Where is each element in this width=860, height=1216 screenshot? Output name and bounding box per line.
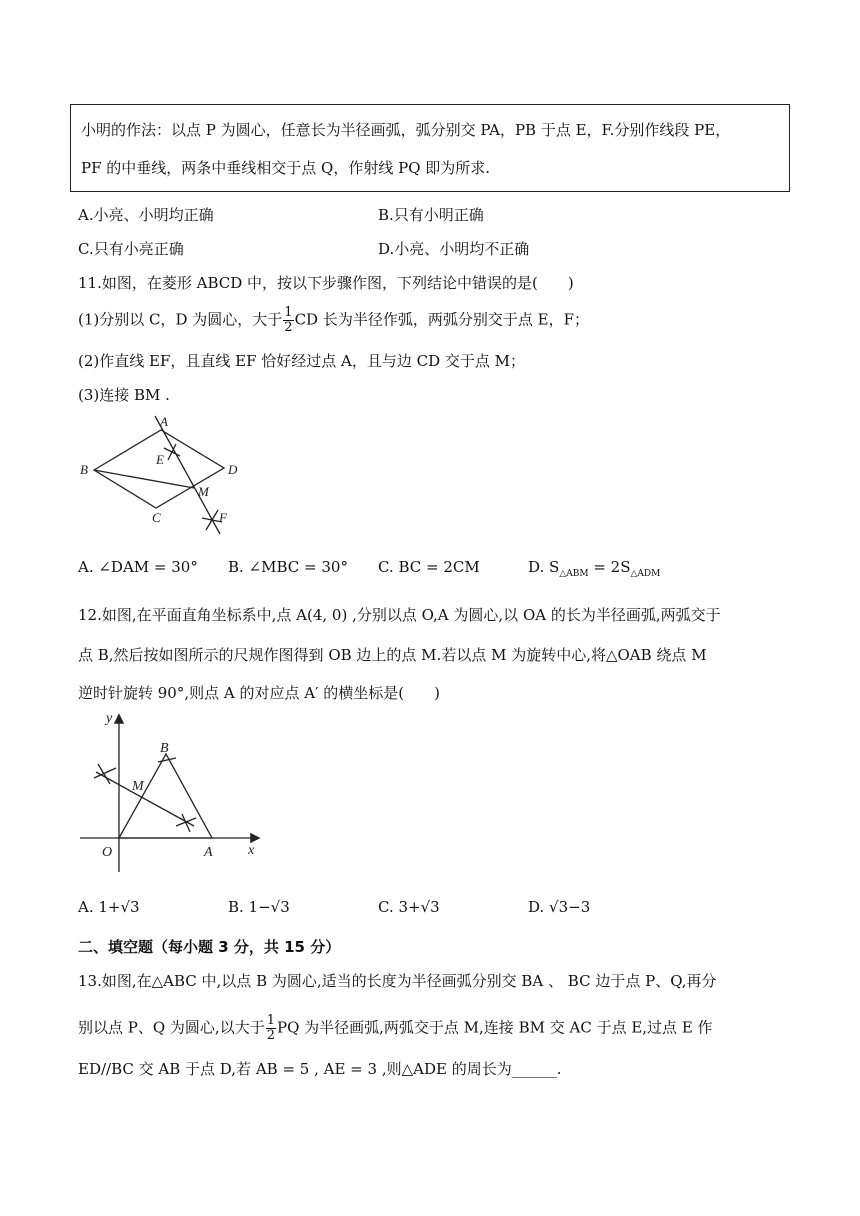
q12-option-a: A. 1+√3	[78, 898, 140, 916]
q11-optd-sub1: △ABM	[559, 569, 589, 579]
q11-step1-post: CD 长为半径作弧，两弧分别交于点 E，F；	[294, 310, 589, 329]
q11-option-a: A. ∠DAM = 30°	[78, 558, 198, 576]
label-a: A	[204, 845, 213, 860]
label-m: M	[132, 779, 144, 794]
q12-option-d: D. √3−3	[528, 898, 591, 916]
q10-option-c: C.只有小亮正确	[78, 240, 184, 258]
q11-step-2: (2)作直线 EF，且直线 EF 恰好经过点 A，且与边 CD 交于点 M；	[78, 352, 526, 370]
q11-step-1	[78, 306, 589, 335]
q13-line2-pre: 别以点 P、Q 为圆心,以大于	[78, 1018, 265, 1037]
q12-line-2: 点 B,然后按如图所示的尺规作图得到 OB 边上的点 M.若以点 M 为旋转中心,将△OAB 绕点 M	[78, 646, 707, 664]
perpendicular-bisector	[96, 772, 194, 826]
q11-stem: 11.如图，在菱形 ABCD 中，按以下步骤作图，下列结论中错误的是( )	[78, 274, 574, 292]
q11-frac-den: 2	[284, 320, 293, 335]
q13-frac-num: 1	[266, 1013, 275, 1028]
label-e: E	[156, 452, 164, 467]
q12-line-1: 12.如图,在平面直角坐标系中,点 A(4, 0) ,分别以点 O,A 为圆心,以 OA 的长为半径画弧,两弧交于	[78, 606, 721, 624]
label-x: x	[248, 843, 255, 858]
q13-fraction	[266, 1014, 276, 1043]
arc-mark-lower	[176, 814, 196, 832]
q11-rhombus-figure	[76, 412, 256, 544]
line-ef	[155, 416, 220, 534]
label-m: M	[198, 484, 209, 499]
q13-line2-post: PQ 为半径画弧,两弧交于点 M,连接 BM 交 AC 于点 E,过点 E 作	[276, 1018, 713, 1037]
triangle-oab	[119, 754, 212, 838]
label-o: O	[102, 845, 113, 860]
q12-line-3: 逆时针旋转 90°,则点 A 的对应点 A′ 的横坐标是( )	[78, 684, 440, 702]
arc-mark-b	[158, 758, 176, 762]
q11-option-d	[528, 558, 660, 579]
q10-option-d: D.小亮、小明均不正确	[378, 240, 530, 258]
q11-option-c: C. BC = 2CM	[378, 558, 480, 576]
q11-option-b: B. ∠MBC = 30°	[228, 558, 348, 576]
q13-line-1: 13.如图,在△ABC 中,以点 B 为圆心,适当的长度为半径画弧分别交 BA 、 BC 边于点 P、Q,再分	[78, 972, 717, 990]
q10-option-a: A.小亮、小明均正确	[78, 206, 214, 224]
label-b: B	[160, 741, 169, 756]
q11-fraction	[283, 306, 293, 335]
q13-line-3: ED//BC 交 AB 于点 D,若 AB = 5 , AE = 3 ,则△ADE 的周长为______.	[78, 1060, 562, 1078]
label-d: D	[228, 462, 238, 477]
q10-option-b: B.只有小明正确	[378, 206, 484, 224]
label-b: B	[80, 462, 88, 477]
q10-method-box	[70, 104, 790, 192]
q13-line-2	[78, 1014, 713, 1043]
label-a: A	[160, 414, 168, 429]
section-2-heading: 二、填空题（每小题 3 分，共 15 分）	[78, 938, 341, 956]
q11-optd-sub2: △ADM	[630, 569, 661, 579]
label-c: C	[152, 510, 161, 525]
q12-option-b: B. 1−√3	[228, 898, 290, 916]
q11-step-3: (3)连接 BM .	[78, 386, 170, 404]
q11-optd-s: D. S	[528, 558, 560, 576]
q12-option-c: C. 3+√3	[378, 898, 440, 916]
q13-frac-den: 2	[266, 1028, 275, 1043]
label-y: y	[106, 711, 113, 726]
q11-frac-num: 1	[284, 305, 293, 320]
q12-coordinate-figure	[76, 708, 276, 878]
q11-optd-mid: = 2S	[588, 558, 631, 576]
q11-step1-pre: (1)分别以 C，D 为圆心，大于	[78, 310, 283, 329]
box-line-2: PF 的中垂线，两条中垂线相交于点 Q，作射线 PQ 即为所求.	[81, 159, 491, 177]
box-line-1: 小明的作法：以点 P 为圆心，任意长为半径画弧，弧分别交 PA，PB 于点 E，F.分别作线段 PE，	[81, 121, 731, 139]
label-f: F	[219, 510, 227, 525]
